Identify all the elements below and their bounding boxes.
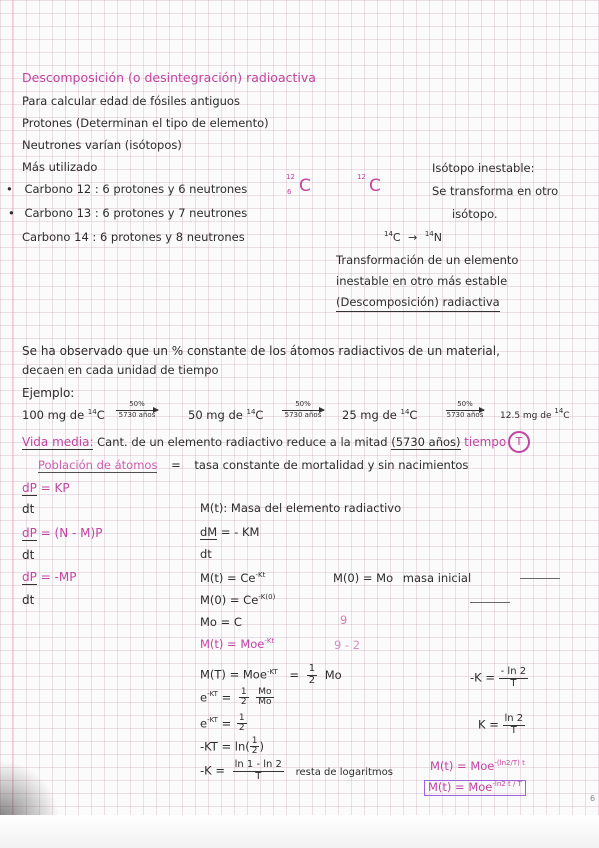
mt-eq: [200, 639, 274, 651]
faded-a: 9: [340, 613, 348, 627]
amount: 25 mg de: [342, 408, 397, 422]
mT-exp: -KT: [266, 667, 278, 676]
carbon-label: Carbono: [24, 206, 73, 220]
ekt-exp: -KT: [207, 690, 218, 699]
example-a: [22, 410, 105, 422]
left-eq-2-den: dt: [22, 548, 35, 562]
dm-eq: [200, 527, 259, 539]
page-title: Descomposición (o desintegración) radioactiva: [22, 70, 316, 85]
arrow-bottom-label: 5730 años: [446, 410, 484, 419]
right-k1: [470, 667, 528, 689]
frac-num: Mo: [258, 687, 272, 697]
bottom-edge: [0, 815, 599, 848]
intro-line-1: Para calcular edad de fósiles antiguos: [22, 94, 240, 108]
page-shadow: [0, 760, 60, 820]
page-mark: 6: [590, 794, 596, 803]
frac-den: T: [510, 724, 517, 736]
half-num: 1: [308, 663, 316, 674]
dm-rhs: = - KM: [220, 525, 260, 539]
example-c: [342, 410, 417, 422]
ekt-fraction-1: [239, 688, 249, 708]
decay-arrow-3: [446, 401, 484, 419]
population-eq: =: [171, 458, 181, 472]
ln-base: -KT = ln(: [200, 739, 250, 754]
symbol2-mass: 12: [357, 173, 366, 181]
initial-condition: [333, 573, 471, 585]
population-desc: tasa constante de mortalidad y sin nacimientos: [194, 458, 469, 472]
iso-mass: 14: [554, 407, 564, 415]
ekt-fraction-2: [256, 688, 273, 708]
general-exp: -Kt: [255, 571, 266, 579]
eq-num: dP: [22, 481, 37, 495]
left-eq-1: [22, 482, 70, 494]
arrow-top-label: 50%: [129, 400, 145, 408]
f1-base: M(t) = Moe: [430, 759, 495, 773]
frac-num: ln 1 - ln 2: [234, 759, 282, 770]
symbol1-element: C: [299, 176, 311, 196]
eq-rhs: = (N - M)P: [40, 526, 103, 540]
k1-fraction: [499, 667, 528, 689]
eq-num: dP: [22, 526, 37, 540]
left-eq-2: [22, 527, 102, 539]
bullet: •: [6, 182, 13, 196]
reaction-right: N: [433, 231, 442, 244]
f2-exp: -ln2 t / T: [492, 780, 522, 788]
f2-base: M(t) = Moe: [428, 780, 493, 794]
half-fraction: [307, 664, 317, 686]
arrow-icon: [116, 410, 158, 411]
right-formula-2: [424, 780, 526, 796]
bullet: •: [8, 206, 15, 220]
left-eq-3: [22, 571, 76, 583]
k2-label: K =: [478, 717, 499, 732]
carbon-desc: : 6 protones y 7 neutrones: [94, 206, 248, 220]
isotope-reaction: [384, 232, 442, 243]
transform-line-1: Transformación de un elemento: [336, 253, 519, 267]
iso-mass: 14: [400, 408, 410, 416]
frac-den: T: [510, 677, 517, 689]
ekt-base: e: [200, 690, 208, 705]
amount: 100 mg de: [22, 408, 85, 422]
amount: 50 mg de: [188, 408, 243, 422]
k2-fraction: [503, 714, 526, 736]
general-base: M(t) = Ce: [200, 571, 256, 585]
carbon-14-row: [22, 232, 245, 244]
arrow-icon: [282, 410, 324, 411]
frac-num: 1: [240, 687, 247, 697]
half-den: 2: [308, 674, 316, 686]
intro-line-4: Más utilizado: [22, 160, 98, 174]
carbon-desc: : 6 protones y 8 neutrones: [92, 230, 245, 244]
mt-exp: -Kt: [264, 637, 275, 645]
iso-element: C: [255, 408, 264, 422]
mT-base: M(T) = Moe: [200, 667, 267, 682]
frac-num: ln 2: [504, 713, 524, 724]
mT-eq-sign: =: [289, 667, 300, 682]
k1-label: -K =: [470, 670, 495, 685]
ln-eq: [200, 737, 264, 757]
right-formula-1: [430, 761, 525, 773]
example-label: Ejemplo:: [22, 386, 75, 400]
ekt-base: e: [200, 716, 208, 731]
iso-mass: 14: [246, 408, 256, 416]
mass-def: M(t): Masa del elemento radiactivo: [200, 501, 402, 515]
carbon-label: Carbono: [24, 182, 73, 196]
ekt2-fraction: [237, 714, 247, 734]
eq-rhs: = -MP: [40, 570, 77, 584]
m0-eq: [200, 595, 275, 607]
reaction-left: C: [392, 231, 401, 244]
amount: 12.5 mg de: [500, 411, 552, 421]
k-eq-label: -K =: [200, 763, 225, 778]
carbon-number: 14: [74, 230, 89, 244]
iso-mass: 14: [87, 408, 97, 416]
example-b: [188, 410, 263, 422]
arrow-bottom-label: 5730 años: [118, 410, 156, 419]
iso-element: C: [409, 408, 418, 422]
carbon-12-row: [6, 184, 247, 196]
ekt-eq-sign: =: [221, 690, 232, 705]
observed-line-1: Se ha observado que un % constante de los átomos radiactivos de un material,: [22, 344, 500, 358]
carbon-desc: : 6 protones y 6 neutrones: [94, 182, 248, 196]
half-life-tiempo: tiempo: [464, 435, 507, 449]
carbon-number: 12: [76, 182, 92, 196]
frac-den: 2: [240, 697, 247, 708]
frac-num: 1: [251, 736, 258, 746]
initial-note: masa inicial: [402, 571, 472, 585]
isotope-line-2: Se transforma en otro: [432, 184, 559, 198]
ekt-eq: [200, 688, 274, 708]
symbol1-mass: 12: [286, 173, 295, 181]
carbon-number: 13: [76, 206, 92, 220]
reaction-right-mass: 14: [424, 230, 434, 238]
symbol2-element: C: [369, 176, 381, 196]
observed-line-2: decaen en cada unidad de tiempo: [22, 363, 219, 377]
mT-rhs: Mo: [324, 667, 342, 682]
arrow-top-label: 50%: [457, 400, 473, 408]
initial-value: M(0) = Mo: [333, 571, 394, 585]
m0-base: M(0) = Ce: [200, 593, 259, 607]
eq-rhs: = KP: [40, 481, 70, 495]
k-fraction: [233, 760, 284, 782]
reaction-arrow-icon: →: [408, 231, 418, 244]
right-k2: [478, 714, 525, 736]
iso-element: C: [563, 411, 570, 421]
f1-exp: -(ln2/T) t: [494, 759, 525, 767]
frac-num: - ln 2: [500, 666, 527, 677]
dash-line: [470, 602, 510, 603]
k-eq: [200, 760, 393, 782]
k-note: resta de logaritmos: [295, 766, 393, 778]
dash-line: [520, 578, 560, 579]
margin-line: [12, 0, 13, 848]
half-life-row: [22, 436, 506, 449]
general-solution: [200, 573, 265, 585]
ekt-eq-2: [200, 714, 247, 734]
population-row: [38, 460, 468, 472]
decay-arrow-2: [282, 401, 324, 419]
mo-c-eq: Mo = C: [200, 615, 242, 629]
faded-b: 9 - 2: [334, 638, 361, 652]
frac-num: 1: [238, 713, 245, 723]
mt-base: M(t) = Moe: [200, 637, 265, 651]
isotope-line-3: isótopo.: [452, 207, 498, 221]
half-life-text: Cant. de un elemento radiactivo reduce a la mitad: [97, 435, 388, 449]
circled-t-icon: T: [508, 431, 530, 453]
iso-element: C: [96, 408, 105, 422]
frac-den: 2: [251, 746, 258, 757]
half-life-label: Vida media:: [22, 435, 94, 449]
ekt2-eq-sign: =: [221, 716, 232, 731]
transform-line-2: inestable en otro más estable: [336, 274, 508, 288]
reaction-left-mass: 14: [384, 230, 393, 238]
m0-exp: -K(0): [258, 593, 276, 601]
symbol1-atomic: 6: [287, 188, 292, 196]
arrow-icon: [446, 410, 484, 411]
decay-arrow-1: [116, 401, 158, 419]
dm-num: dM: [200, 525, 218, 539]
intro-line-2: Protones (Determinan el tipo de elemento): [22, 116, 269, 130]
arrow-bottom-label: 5730 años: [284, 410, 322, 419]
eq-num: dP: [22, 570, 37, 584]
mT-eq: [200, 664, 342, 686]
example-d: [500, 407, 570, 421]
ekt-exp: -KT: [207, 716, 218, 725]
carbon-label: Carbono: [22, 230, 71, 244]
dm-den: dt: [200, 547, 212, 561]
arrow-top-label: 50%: [295, 400, 311, 408]
population-label: Población de átomos: [38, 458, 158, 472]
intro-line-3: Neutrones varían (isótopos): [22, 138, 182, 152]
left-eq-3-den: dt: [22, 593, 35, 607]
frac-den: 2: [238, 723, 245, 734]
transform-line-3: (Descomposición) radiactiva: [336, 297, 500, 312]
carbon-13-row: [8, 208, 247, 220]
frac-den: Mo: [258, 697, 272, 708]
ln-close: ): [259, 739, 264, 754]
half-life-period: (5730 años): [391, 435, 461, 449]
left-eq-1-den: dt: [22, 502, 35, 516]
isotope-line-1: Isótopo inestable:: [432, 161, 535, 175]
frac-den: T: [255, 770, 262, 782]
